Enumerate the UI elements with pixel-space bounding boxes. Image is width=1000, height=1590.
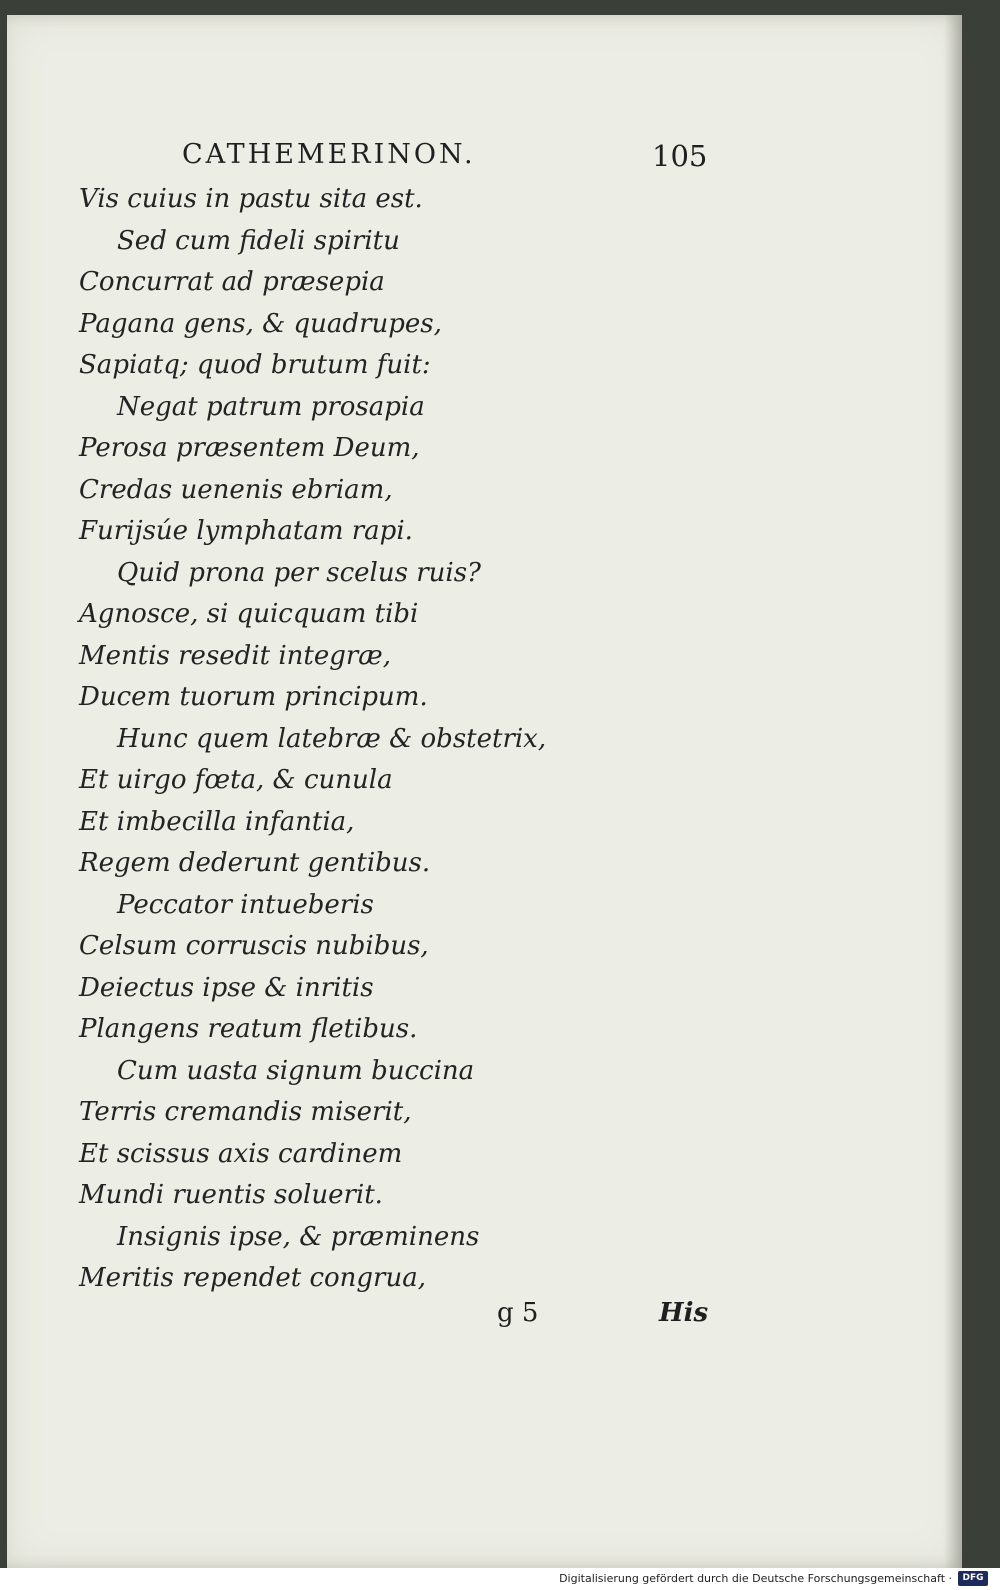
signature-mark: g 5	[497, 1298, 539, 1328]
credit-bar	[0, 1568, 1000, 1590]
book-page	[7, 15, 962, 1568]
verse-line: Et imbecilla infantia,	[79, 806, 355, 837]
verse-line: Pagana gens, & quadrupes,	[79, 308, 442, 339]
verse-line: Regem dederunt gentibus.	[79, 848, 431, 878]
verse-line: Celsum corruscis nubibus,	[79, 931, 429, 961]
verse-line: Mentis resedit integræ,	[79, 640, 392, 671]
verse-line: Et uirgo fœta, & cunula	[79, 765, 393, 795]
page-header	[182, 125, 722, 185]
page-footer	[497, 1290, 757, 1340]
verse-line: Insignis ipse, & præminens	[117, 1221, 480, 1252]
verse-line: Cum uasta signum buccina	[117, 1055, 475, 1086]
verse-line: Quid prona per scelus ruis?	[117, 557, 481, 588]
verse-line: Concurrat ad præsepia	[79, 267, 385, 297]
verse-line: Hunc quem latebræ & obstetrix,	[117, 723, 547, 754]
verse-line: Sapiatq; quod brutum fuit:	[79, 350, 431, 380]
dfg-logo-icon: DFG	[958, 1571, 988, 1586]
verse-line: Terris cremandis miserit,	[79, 1097, 412, 1127]
verse-line: Peccator intueberis	[117, 889, 374, 920]
verse-line: Sed cum fideli spiritu	[117, 225, 400, 256]
verse-line: Meritis rependet congrua,	[79, 1263, 427, 1293]
verse-block	[79, 179, 639, 1300]
verse-line: Mundi ruentis soluerit.	[79, 1180, 383, 1210]
catchword: His	[659, 1298, 709, 1328]
verse-line: Deiectus ipse & inritis	[79, 972, 374, 1003]
verse-line: Ducem tuorum principum.	[79, 682, 428, 712]
running-title: CATHEMERINON.	[182, 139, 476, 170]
verse-line: Vis cuius in pastu sita est.	[79, 184, 423, 214]
page-number: 105	[652, 139, 708, 173]
verse-line: Plangens reatum fletibus.	[79, 1014, 418, 1044]
verse-line: Negat patrum prosapia	[117, 391, 425, 422]
credit-text: Digitalisierung gefördert durch die Deutsche Forschungsgemeinschaft ·	[559, 1572, 952, 1585]
verse-line: Furijsúe lymphatam rapi.	[79, 516, 413, 546]
verse-line: Credas uenenis ebriam,	[79, 474, 393, 505]
verse-line: Agnosce, si quicquam tibi	[79, 599, 419, 629]
verse-line: Perosa præsentem Deum,	[79, 433, 420, 463]
verse-line: Et scissus axis cardinem	[79, 1138, 403, 1169]
